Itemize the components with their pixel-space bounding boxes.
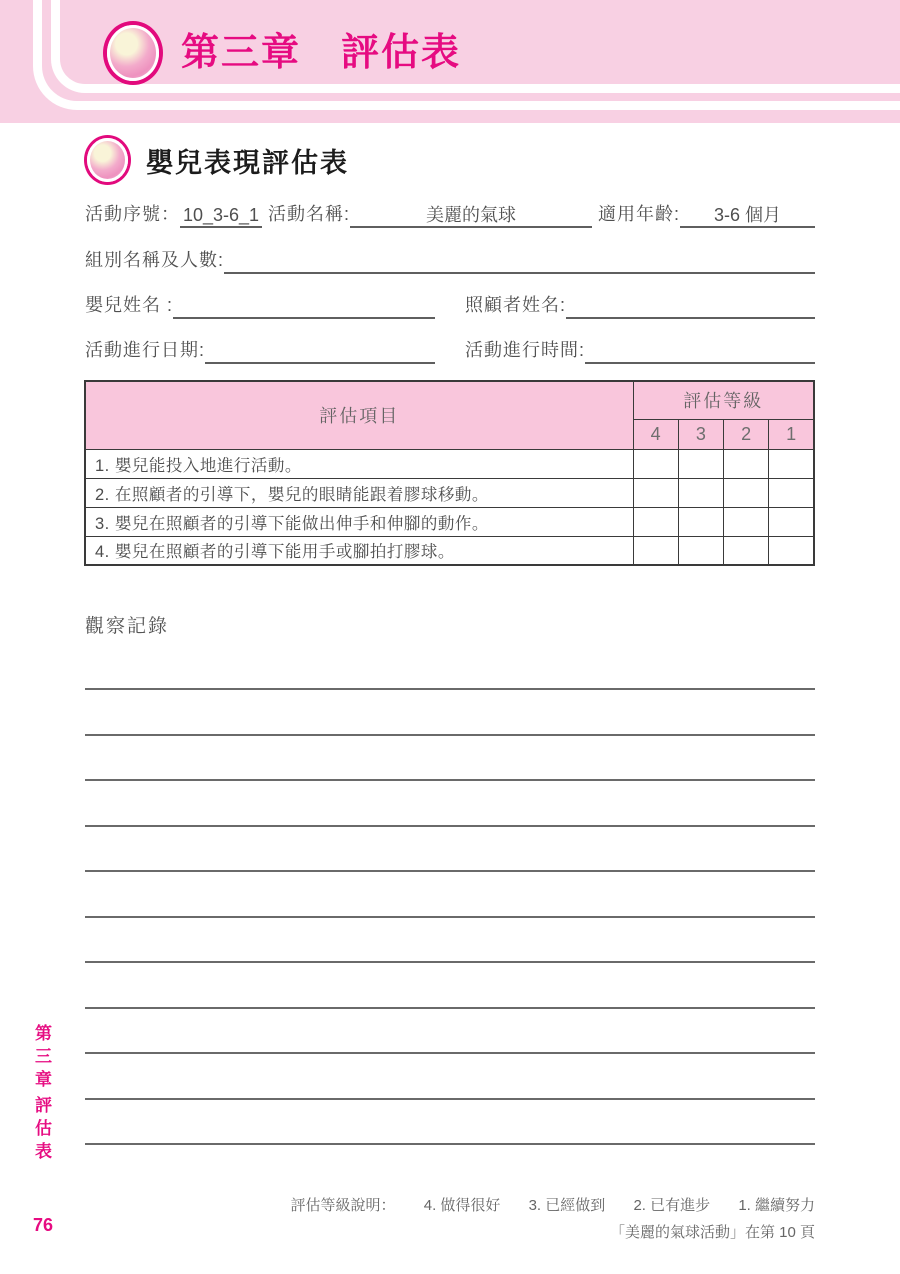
item-text: 4. 嬰兒在照顧者的引導下能用手或腳拍打膠球。 bbox=[85, 536, 633, 565]
page-number: 76 bbox=[33, 1215, 54, 1235]
chapter-heading bbox=[103, 24, 461, 82]
observation-line[interactable] bbox=[85, 1052, 815, 1054]
ball-icon-small bbox=[87, 138, 128, 182]
observation-line[interactable] bbox=[85, 1143, 815, 1145]
item-text: 3. 嬰兒在照顧者的引導下能做出伸手和伸腳的動作。 bbox=[85, 507, 633, 536]
time-label: 活動進行時間: bbox=[465, 340, 586, 360]
rating-cell[interactable] bbox=[724, 478, 769, 507]
rating-legend bbox=[85, 1194, 815, 1215]
rating-cell[interactable] bbox=[633, 536, 678, 565]
activity-name-field[interactable]: 美麗的氣球 bbox=[350, 202, 592, 228]
form-row-group bbox=[85, 246, 815, 274]
legend-label: 評估等級說明： bbox=[290, 1197, 396, 1214]
observation-line[interactable] bbox=[85, 779, 815, 781]
age-label: 適用年齡: bbox=[598, 204, 681, 224]
rating-cell[interactable] bbox=[769, 449, 814, 478]
activity-name-label: 活動名稱: bbox=[268, 204, 351, 224]
table-header-row bbox=[85, 381, 814, 419]
form-row-names bbox=[85, 291, 815, 319]
activity-no-field[interactable]: 10_3-6_1 bbox=[180, 202, 262, 228]
ball-icon bbox=[107, 25, 159, 81]
table-row bbox=[85, 536, 814, 565]
activity-no-label: 活動序號： bbox=[85, 204, 180, 224]
section-heading bbox=[84, 138, 349, 182]
legend-item: 2. 已有進步 bbox=[633, 1197, 711, 1214]
table-row bbox=[85, 478, 814, 507]
item-text: 2. 在照顧者的引導下，嬰兒的眼睛能跟着膠球移動。 bbox=[85, 478, 633, 507]
legend-item: 4. 做得很好 bbox=[423, 1197, 501, 1214]
rating-cell[interactable] bbox=[678, 449, 723, 478]
item-text: 1. 嬰兒能投入地進行活動。 bbox=[85, 449, 633, 478]
rating-cell[interactable] bbox=[769, 507, 814, 536]
rating-cell[interactable] bbox=[769, 478, 814, 507]
table-row bbox=[85, 507, 814, 536]
group-label: 組別名稱及人數: bbox=[85, 250, 225, 270]
section-title: 嬰兒表現評估表 bbox=[146, 147, 349, 178]
observation-line[interactable] bbox=[85, 916, 815, 918]
observation-line[interactable] bbox=[85, 688, 815, 690]
chapter-title: 第三章 評估表 bbox=[181, 32, 462, 74]
rating-cell[interactable] bbox=[769, 536, 814, 565]
rating-header-cell: 評估等級 bbox=[633, 381, 814, 419]
observation-line[interactable] bbox=[85, 870, 815, 872]
time-field[interactable] bbox=[585, 338, 815, 364]
observation-line[interactable] bbox=[85, 961, 815, 963]
age-field[interactable]: 3-6 個月 bbox=[680, 202, 815, 228]
caregiver-field[interactable] bbox=[566, 293, 815, 319]
rating-cell[interactable] bbox=[724, 449, 769, 478]
sidebar-section-label: 評估表 bbox=[32, 1096, 51, 1165]
date-field[interactable] bbox=[205, 338, 435, 364]
reference-note: 「美麗的氣球活動」在第 10 頁 bbox=[609, 1224, 815, 1241]
evaluation-table bbox=[84, 380, 815, 566]
infant-name-field[interactable] bbox=[173, 293, 435, 319]
observation-label: 觀察記錄 bbox=[85, 616, 170, 637]
rating-cell[interactable] bbox=[724, 536, 769, 565]
rating-cell[interactable] bbox=[678, 507, 723, 536]
rating-cell[interactable] bbox=[633, 449, 678, 478]
rating-level-3: 3 bbox=[678, 419, 723, 449]
rating-cell[interactable] bbox=[678, 536, 723, 565]
infant-name-label: 嬰兒姓名 : bbox=[85, 295, 174, 315]
legend-item: 3. 已經做到 bbox=[528, 1197, 606, 1214]
rating-cell[interactable] bbox=[678, 478, 723, 507]
date-label: 活動進行日期: bbox=[85, 340, 206, 360]
legend-item: 1. 繼續努力 bbox=[738, 1197, 815, 1214]
group-field[interactable] bbox=[224, 248, 815, 274]
rating-level-1: 1 bbox=[769, 419, 814, 449]
rating-level-4: 4 bbox=[633, 419, 678, 449]
rating-cell[interactable] bbox=[724, 507, 769, 536]
sidebar-chapter-label: 第三章 bbox=[32, 1024, 51, 1093]
caregiver-label: 照顧者姓名: bbox=[465, 295, 567, 315]
rating-cell[interactable] bbox=[633, 507, 678, 536]
chapter-header-band bbox=[0, 0, 900, 123]
rating-cell[interactable] bbox=[633, 478, 678, 507]
form-row-datetime bbox=[85, 336, 815, 364]
observation-line[interactable] bbox=[85, 1007, 815, 1009]
form-row-activity bbox=[85, 200, 815, 228]
observation-line[interactable] bbox=[85, 1098, 815, 1100]
rating-level-2: 2 bbox=[724, 419, 769, 449]
observation-line[interactable] bbox=[85, 825, 815, 827]
observation-line[interactable] bbox=[85, 734, 815, 736]
table-row bbox=[85, 449, 814, 478]
item-header-cell: 評估項目 bbox=[85, 381, 633, 449]
